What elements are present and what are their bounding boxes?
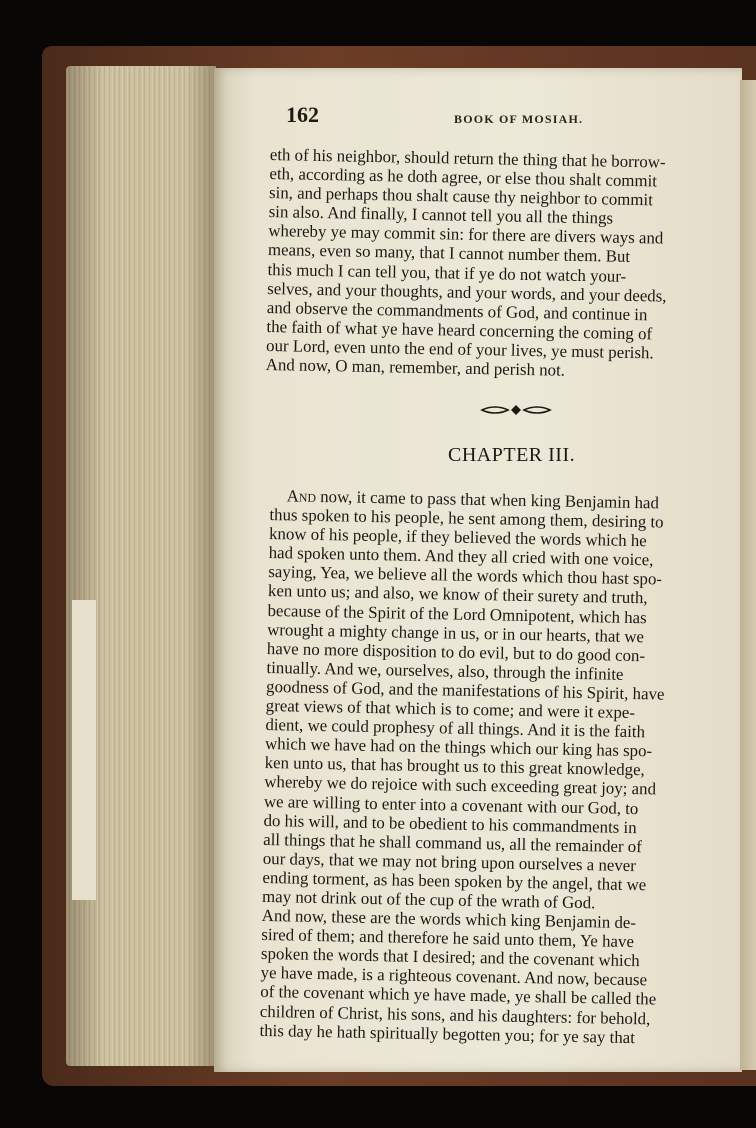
- page-number: 162: [286, 102, 319, 127]
- text-line: know of his people, if they believed the words which he: [268, 524, 647, 551]
- text-line: whereby we do rejoice with such exceeding great joy; and: [264, 772, 657, 799]
- text-line: ye have made, is a righteous covenant. And now, because: [260, 963, 648, 990]
- text-line: this much I can tell you, that if ye do not watch your-: [267, 259, 627, 286]
- text-line: thus spoken to his people, he sent among them, desiring to: [269, 505, 664, 532]
- text-line-rest: now, it came to pass that when king Benjamin had: [315, 486, 660, 513]
- text-line: all things that he shall command us, all the remainder of: [263, 829, 643, 856]
- text-line: And now, O man, remember, and perish not.: [265, 354, 566, 380]
- text-line: ken unto us; and also, we know of their surety and truth,: [267, 581, 648, 608]
- text-line: sin also. And finally, I cannot tell you all the things: [268, 202, 614, 228]
- text-line: may not drink out of the cup of the wrath of God.: [261, 886, 596, 913]
- inserted-slip: [72, 600, 96, 900]
- ornament-divider: [480, 402, 552, 418]
- text-line: saying, Yea, we believe all the words which thou hast spo-: [268, 562, 663, 589]
- text-line: we are willing to enter into a covenant with our God, to: [263, 791, 639, 818]
- text-line: eth of his neighbor, should return the thing that he borrow-: [269, 145, 666, 172]
- text-line: great views of that which is to come; and were it expe-: [265, 695, 636, 723]
- text-line: means, even so many, that I cannot number them. But: [267, 240, 631, 267]
- text-line: children of Christ, his sons, and his daughters: for behold,: [259, 1001, 651, 1028]
- text-line: the faith of what ye have heard concerning the coming of: [266, 316, 653, 344]
- text-line: wrought a mighty change in us, or in our hearts, that we: [267, 619, 645, 646]
- body-text-chapter: [259, 486, 740, 1049]
- text-line: have no more disposition to do evil, but to do good con-: [266, 638, 646, 665]
- text-line: whereby ye may commit sin: for there are divers ways and: [268, 221, 664, 248]
- body-text-top: [266, 145, 740, 383]
- text-line: our days, that we may not bring upon ourselves a never: [262, 848, 637, 875]
- text-line: our Lord, even unto the end of your lives, ye must perish.: [265, 335, 654, 363]
- text-line: spoken the words that I desired; and the covenant which: [260, 944, 640, 971]
- text-line: do his will, and to be obedient to his commandments in: [263, 810, 637, 837]
- running-head: BOOK OF MOSIAH.: [454, 112, 584, 126]
- text-line: ken unto us, that has brought us to this great knowledge,: [264, 753, 645, 780]
- page-header: [286, 102, 596, 132]
- facing-page-edge: [740, 80, 756, 1070]
- page-edges-shadow: [66, 66, 216, 1066]
- text-line: because of the Spirit of the Lord Omnipotent, which has: [267, 600, 647, 627]
- text-line: And now, these are the words which king Benjamin de-: [261, 905, 637, 933]
- text-line: sin, and perhaps thou shalt cause thy neighbor to commit: [268, 183, 654, 210]
- text-line: of the covenant which ye have made, ye shall be called the: [260, 982, 657, 1009]
- text-line: this day he hath spiritually begotten you; for ye say that: [259, 1020, 636, 1047]
- text-line: had spoken unto them. And they all cried with one voice,: [268, 543, 654, 570]
- chapter-first-words: And: [286, 486, 317, 506]
- text-line: eth, according as he doth agree, or else thou shalt commit: [269, 164, 658, 191]
- text-line: goodness of God, and the manifestations of his Spirit, have: [265, 676, 665, 704]
- text-line: dient, we could prophesy of all things. And it is the faith: [265, 715, 646, 742]
- text-line: which we have had on the things which our king has spo-: [264, 734, 653, 761]
- text-line: and observe the commandments of God, and continue in: [266, 297, 648, 325]
- text-line: sired of them; and therefore he said unto them, Ye have: [261, 925, 635, 952]
- text-line: tinually. And we, ourselves, also, through the infinite: [266, 657, 624, 684]
- text-line: selves, and your thoughts, and your words, and your deeds,: [267, 278, 667, 306]
- text-line: ending torment, as has been spoken by the angel, that we: [262, 867, 647, 895]
- chapter-heading: CHAPTER III.: [448, 444, 576, 466]
